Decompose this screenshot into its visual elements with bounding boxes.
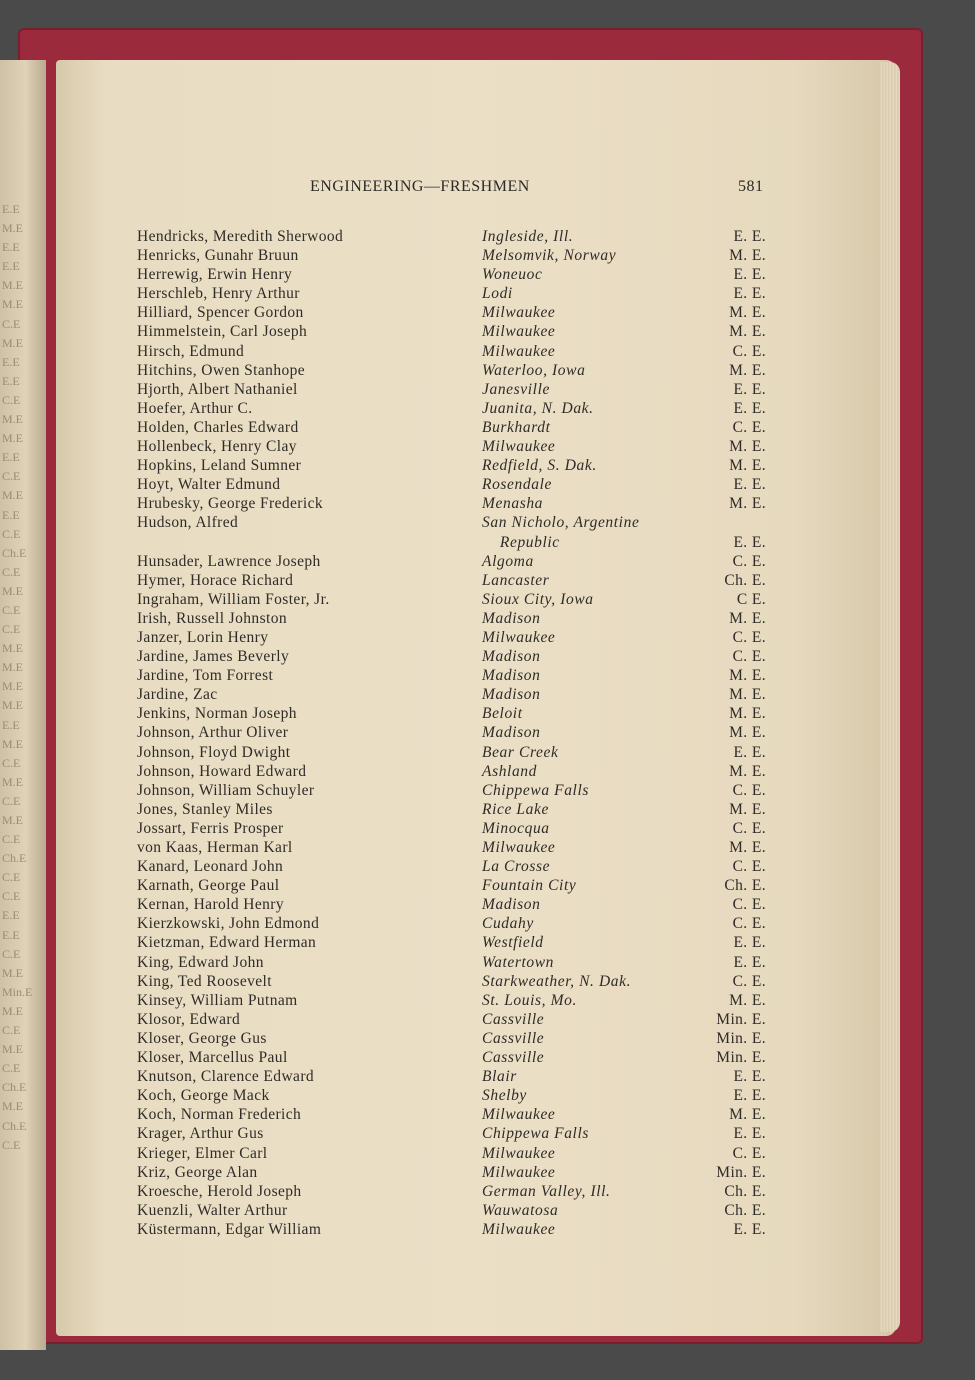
facing-page-mark: C.E <box>2 889 21 904</box>
student-place: San Nicholo, Argentine <box>482 514 640 532</box>
facing-page-mark: E.E <box>2 927 20 942</box>
roster-row <box>0 552 975 571</box>
student-course: C. E. <box>732 819 766 837</box>
student-place: Ingleside, Ill. <box>482 228 574 245</box>
roster-row <box>0 609 975 628</box>
roster-row <box>0 437 975 456</box>
student-name: Hunsader, Lawrence Joseph <box>137 552 321 570</box>
student-course: M. E. <box>729 457 766 475</box>
facing-page-mark: M.E <box>2 774 23 789</box>
student-course: E. E. <box>733 743 766 761</box>
facing-page-mark: M.E <box>2 488 23 503</box>
facing-page-mark: C.E <box>2 793 21 808</box>
student-name: Johnson, Arthur Oliver <box>137 724 289 742</box>
student-place: Wauwatosa <box>482 1201 559 1219</box>
student-course: M. E. <box>729 1106 766 1124</box>
roster-row <box>0 895 975 914</box>
student-course: M. E. <box>729 304 766 322</box>
facing-page-mark: C.E <box>2 622 21 637</box>
roster-row <box>0 342 975 361</box>
student-name: Himmelstein, Carl Joseph <box>137 323 308 341</box>
student-name: Hitchins, Owen Stanhope <box>137 361 306 379</box>
student-course: E. E. <box>733 1220 766 1238</box>
roster-row <box>0 513 975 532</box>
student-place: Madison <box>482 724 541 742</box>
roster-row <box>0 227 975 246</box>
facing-page-mark: E.E <box>2 373 20 388</box>
student-course: E. E. <box>733 228 766 245</box>
facing-page-mark: C.E <box>2 316 21 331</box>
facing-page-mark: M.E <box>2 736 23 751</box>
roster-row <box>0 781 975 800</box>
roster-row <box>0 1201 975 1220</box>
student-place: Cassville <box>482 1010 545 1028</box>
student-place: Milwaukee <box>482 1163 556 1181</box>
student-place: Rosendale <box>482 476 552 494</box>
student-course: C. E. <box>732 1144 766 1162</box>
facing-page-mark: C.E <box>2 564 21 579</box>
student-name: Jossart, Ferris Prosper <box>137 819 284 837</box>
student-name: Herrewig, Erwin Henry <box>137 266 293 284</box>
facing-page-mark: M.E <box>2 660 23 675</box>
facing-page-mark: Ch.E <box>2 545 27 560</box>
facing-page-mark: M.E <box>2 335 23 350</box>
student-course: M. E. <box>729 724 766 742</box>
facing-page-mark: M.E <box>2 431 23 446</box>
student-course: M. E. <box>729 839 766 856</box>
student-course: E. E. <box>733 266 766 284</box>
facing-page-mark: Ch.E <box>2 851 27 866</box>
roster-row <box>0 914 975 933</box>
facing-page-mark: M.E <box>2 1003 23 1018</box>
roster-row <box>0 399 975 418</box>
roster-row <box>0 1086 975 1105</box>
facing-page-mark: M.E <box>2 1099 23 1114</box>
roster-row <box>0 1105 975 1124</box>
student-course: Min. E. <box>716 1163 766 1181</box>
roster-row <box>0 1010 975 1029</box>
student-name: Hymer, Horace Richard <box>137 571 294 589</box>
roster-row <box>0 1182 975 1201</box>
student-place: Madison <box>482 609 541 627</box>
roster-row <box>0 1029 975 1048</box>
student-place: Lancaster <box>482 571 550 589</box>
student-name: Kroesche, Herold Joseph <box>137 1182 302 1200</box>
student-place: Fountain City <box>482 877 577 895</box>
student-place: Milwaukee <box>482 1144 556 1162</box>
facing-page-mark: M.E <box>2 278 23 293</box>
student-place: Bear Creek <box>482 743 559 761</box>
student-name: Jardine, James Beverly <box>137 648 290 666</box>
student-course: M. E. <box>729 438 766 456</box>
facing-page-mark: C.E <box>2 1137 21 1152</box>
roster-row <box>0 991 975 1010</box>
roster-row <box>0 876 975 895</box>
facing-page-mark: M.E <box>2 965 23 980</box>
student-name: Johnson, William Schuyler <box>137 781 315 799</box>
student-course: M. E. <box>729 705 766 723</box>
facing-page-mark: E.E <box>2 450 20 465</box>
student-name: von Kaas, Herman Karl <box>137 839 293 856</box>
roster-row <box>0 666 975 685</box>
student-place: Lodi <box>482 285 513 303</box>
student-name: Knutson, Clarence Edward <box>137 1068 315 1086</box>
facing-page-mark: E.E <box>2 507 20 522</box>
student-name: Kernan, Harold Henry <box>137 896 285 914</box>
student-course: E. E. <box>733 399 766 417</box>
student-place: Milwaukee <box>482 628 556 646</box>
student-course: C. E. <box>732 342 766 360</box>
student-place: Redfield, S. Dak. <box>482 457 597 475</box>
student-place: Ashland <box>482 762 538 780</box>
facing-page-mark: C.E <box>2 469 21 484</box>
roster-row <box>0 800 975 819</box>
student-name: Krieger, Elmer Carl <box>137 1144 268 1162</box>
student-place: Cudahy <box>482 915 534 933</box>
student-course: C. E. <box>732 648 766 666</box>
student-course: C E. <box>736 590 766 608</box>
student-course: Ch. E. <box>724 877 766 895</box>
facing-page-mark: M.E <box>2 297 23 312</box>
student-course: E. E. <box>733 1125 766 1143</box>
roster-row <box>0 418 975 437</box>
student-place: Madison <box>482 896 541 914</box>
student-place: Milwaukee <box>482 839 556 856</box>
student-course: E. E. <box>733 1068 766 1086</box>
roster-row <box>0 1124 975 1143</box>
running-header <box>0 178 975 200</box>
student-course: Min. E. <box>716 1049 766 1067</box>
student-name: Hrubesky, George Frederick <box>137 495 324 513</box>
student-name: Hjorth, Albert Nathaniel <box>137 380 298 398</box>
roster-row <box>0 456 975 475</box>
student-course: C. E. <box>732 628 766 646</box>
student-name: Kuenzli, Walter Arthur <box>137 1201 288 1219</box>
student-name: Holden, Charles Edward <box>137 418 299 436</box>
student-name: Jardine, Tom Forrest <box>137 667 274 685</box>
student-course: E. E. <box>733 476 766 494</box>
student-place: Shelby <box>482 1087 527 1105</box>
student-name: Johnson, Howard Edward <box>137 762 307 780</box>
facing-page-mark: C.E <box>2 1023 21 1038</box>
student-course: M. E. <box>729 323 766 341</box>
student-place: Milwaukee <box>482 1220 556 1238</box>
student-name: Kanard, Leonard John <box>137 858 284 876</box>
student-place: Milwaukee <box>482 304 556 322</box>
facing-page-mark: C.E <box>2 755 21 770</box>
facing-page-mark: Min.E <box>2 984 33 999</box>
roster-row <box>0 1048 975 1067</box>
facing-page-mark: Ch.E <box>2 1080 27 1095</box>
student-name: Koch, Norman Frederich <box>137 1106 302 1124</box>
facing-page-mark: M.E <box>2 698 23 713</box>
roster-row <box>0 743 975 762</box>
facing-page-mark: M.E <box>2 412 23 427</box>
roster-row <box>0 380 975 399</box>
student-course: Ch. E. <box>724 1182 766 1200</box>
student-place: Milwaukee <box>482 342 556 360</box>
student-course: M. E. <box>729 247 766 265</box>
student-place: Madison <box>482 667 541 685</box>
facing-page-mark: E.E <box>2 717 20 732</box>
facing-page-mark: E.E <box>2 202 20 216</box>
student-name: Hendricks, Meredith Sherwood <box>137 228 344 245</box>
student-name: Kinsey, William Putnam <box>137 991 298 1009</box>
student-course: C. E. <box>732 896 766 914</box>
roster-row <box>0 1144 975 1163</box>
roster-row <box>0 953 975 972</box>
student-course: C. E. <box>732 972 766 990</box>
student-name: Henricks, Gunahr Bruun <box>137 247 299 265</box>
roster-row <box>0 475 975 494</box>
student-name: Johnson, Floyd Dwight <box>137 743 291 761</box>
student-name: Kietzman, Edward Herman <box>137 934 317 952</box>
facing-page-mark: M.E <box>2 583 23 598</box>
student-name: Hilliard, Spencer Gordon <box>137 304 304 322</box>
student-name: King, Ted Roosevelt <box>137 972 272 990</box>
student-place: Milwaukee <box>482 323 556 341</box>
student-place: Burkhardt <box>482 418 551 436</box>
student-place: Rice Lake <box>482 800 549 818</box>
student-name: Irish, Russell Johnston <box>137 609 288 627</box>
student-course: Ch. E. <box>724 1201 766 1219</box>
facing-page-mark: E.E <box>2 240 20 255</box>
roster-row <box>0 838 975 857</box>
student-course: M. E. <box>729 800 766 818</box>
student-name: Kierzkowski, John Edmond <box>137 915 320 933</box>
student-course: M. E. <box>729 686 766 704</box>
student-name: Kriz, George Alan <box>137 1163 258 1181</box>
roster-row <box>0 303 975 322</box>
facing-page-mark: C.E <box>2 392 21 407</box>
student-name: Karnath, George Paul <box>137 877 280 895</box>
student-name: Hudson, Alfred <box>137 514 239 532</box>
roster-row <box>0 723 975 742</box>
student-name: Koch, George Mack <box>137 1087 270 1105</box>
roster-row <box>0 533 975 552</box>
student-place: Milwaukee <box>482 438 556 456</box>
student-place: La Crosse <box>482 858 551 876</box>
student-place: Waterloo, Iowa <box>482 361 586 379</box>
student-place: Woneuoc <box>482 266 543 284</box>
student-name: Krager, Arthur Gus <box>137 1125 264 1143</box>
student-place: Chippewa Falls <box>482 781 590 799</box>
roster-row <box>0 762 975 781</box>
facing-page-mark: C.E <box>2 832 21 847</box>
roster-row <box>0 494 975 513</box>
roster-row <box>0 322 975 341</box>
student-course: M. E. <box>729 609 766 627</box>
student-name: Hollenbeck, Henry Clay <box>137 438 297 456</box>
student-course: Min. E. <box>716 1010 766 1028</box>
student-place: St. Louis, Mo. <box>482 991 577 1009</box>
page-number: 581 <box>738 178 764 195</box>
student-name: King, Edward John <box>137 953 264 971</box>
student-place: Minocqua <box>482 819 550 837</box>
student-course: M. E. <box>729 991 766 1009</box>
facing-page-mark: E.E <box>2 354 20 369</box>
student-course: M. E. <box>729 667 766 685</box>
facing-page-mark: C.E <box>2 946 21 961</box>
student-course: E. E. <box>733 285 766 303</box>
student-place: Cassville <box>482 1029 545 1047</box>
roster-row <box>0 361 975 380</box>
student-place: Algoma <box>482 552 534 570</box>
student-name: Ingraham, William Foster, Jr. <box>137 590 330 608</box>
student-place: Madison <box>482 648 541 666</box>
student-course: E. E. <box>733 1087 766 1105</box>
student-name: Jones, Stanley Miles <box>137 800 273 818</box>
student-course: E. E. <box>733 380 766 398</box>
roster-row <box>0 857 975 876</box>
facing-page-mark: Ch.E <box>2 1118 27 1133</box>
student-place: Juanita, N. Dak. <box>482 399 594 417</box>
student-course: M. E. <box>729 361 766 379</box>
student-place: Melsomvik, Norway <box>482 247 617 265</box>
student-roster <box>0 227 975 1239</box>
roster-row <box>0 571 975 590</box>
student-name: Küstermann, Edgar William <box>137 1220 322 1238</box>
roster-row <box>0 590 975 609</box>
student-name: Hopkins, Leland Sumner <box>137 457 302 475</box>
student-place: Milwaukee <box>482 1106 556 1124</box>
student-name: Jardine, Zac <box>137 686 218 704</box>
student-course: E. E. <box>733 953 766 971</box>
student-course: E. E. <box>733 934 766 952</box>
facing-page-mark: M.E <box>2 641 23 656</box>
student-place: Westfield <box>482 934 544 952</box>
student-place: Starkweather, N. Dak. <box>482 972 632 990</box>
student-place: Janesville <box>482 380 550 398</box>
student-name: Kloser, George Gus <box>137 1029 267 1047</box>
roster-row <box>0 704 975 723</box>
student-place: Watertown <box>482 953 555 971</box>
roster-row <box>0 933 975 952</box>
roster-row <box>0 819 975 838</box>
page-title: ENGINEERING—FRESHMEN <box>310 178 530 195</box>
student-course: Ch. E. <box>724 571 766 589</box>
roster-row <box>0 1163 975 1182</box>
roster-row <box>0 685 975 704</box>
facing-page-mark: C.E <box>2 602 21 617</box>
student-course: C. E. <box>732 418 766 436</box>
student-name: Jenkins, Norman Joseph <box>137 705 297 723</box>
student-name: Klosor, Edward <box>137 1010 241 1028</box>
student-course: C. E. <box>732 781 766 799</box>
facing-page-mark: M.E <box>2 221 23 236</box>
student-place: Chippewa Falls <box>482 1125 590 1143</box>
student-course: C. E. <box>732 552 766 570</box>
student-name: Herschleb, Henry Arthur <box>137 285 300 303</box>
student-place: Cassville <box>482 1049 545 1067</box>
facing-page-mark: C.E <box>2 870 21 885</box>
student-name: Hoyt, Walter Edmund <box>137 476 281 494</box>
roster-row <box>0 284 975 303</box>
student-place: Republic <box>482 533 560 551</box>
roster-row <box>0 265 975 284</box>
student-place: Sioux City, Iowa <box>482 590 594 608</box>
roster-row <box>0 628 975 647</box>
student-place: Beloit <box>482 705 523 723</box>
student-name: Hoefer, Arthur C. <box>137 399 253 417</box>
facing-page-mark: M.E <box>2 813 23 827</box>
student-name: Kloser, Marcellus Paul <box>137 1049 288 1067</box>
student-course: C. E. <box>732 915 766 933</box>
student-place: German Valley, Ill. <box>482 1182 611 1200</box>
roster-row <box>0 246 975 265</box>
student-place: Menasha <box>482 495 544 513</box>
student-course: C. E. <box>732 858 766 876</box>
student-course: M. E. <box>729 762 766 780</box>
roster-row <box>0 972 975 991</box>
facing-page-mark: C.E <box>2 1061 21 1076</box>
student-course: E. E. <box>733 533 766 551</box>
student-place: Madison <box>482 686 541 704</box>
student-name: Hirsch, Edmund <box>137 342 245 360</box>
facing-page-mark: M.E <box>2 679 23 694</box>
roster-row <box>0 647 975 666</box>
roster-row <box>0 1220 975 1239</box>
student-course: Min. E. <box>716 1029 766 1047</box>
facing-page-mark: E.E <box>2 259 20 274</box>
student-name: Janzer, Lorin Henry <box>137 628 269 646</box>
facing-page-mark: E.E <box>2 908 20 923</box>
facing-page-mark: M.E <box>2 1042 23 1057</box>
student-place: Blair <box>482 1068 517 1086</box>
facing-page-mark: C.E <box>2 526 21 541</box>
student-course: M. E. <box>729 495 766 513</box>
roster-row <box>0 1067 975 1086</box>
